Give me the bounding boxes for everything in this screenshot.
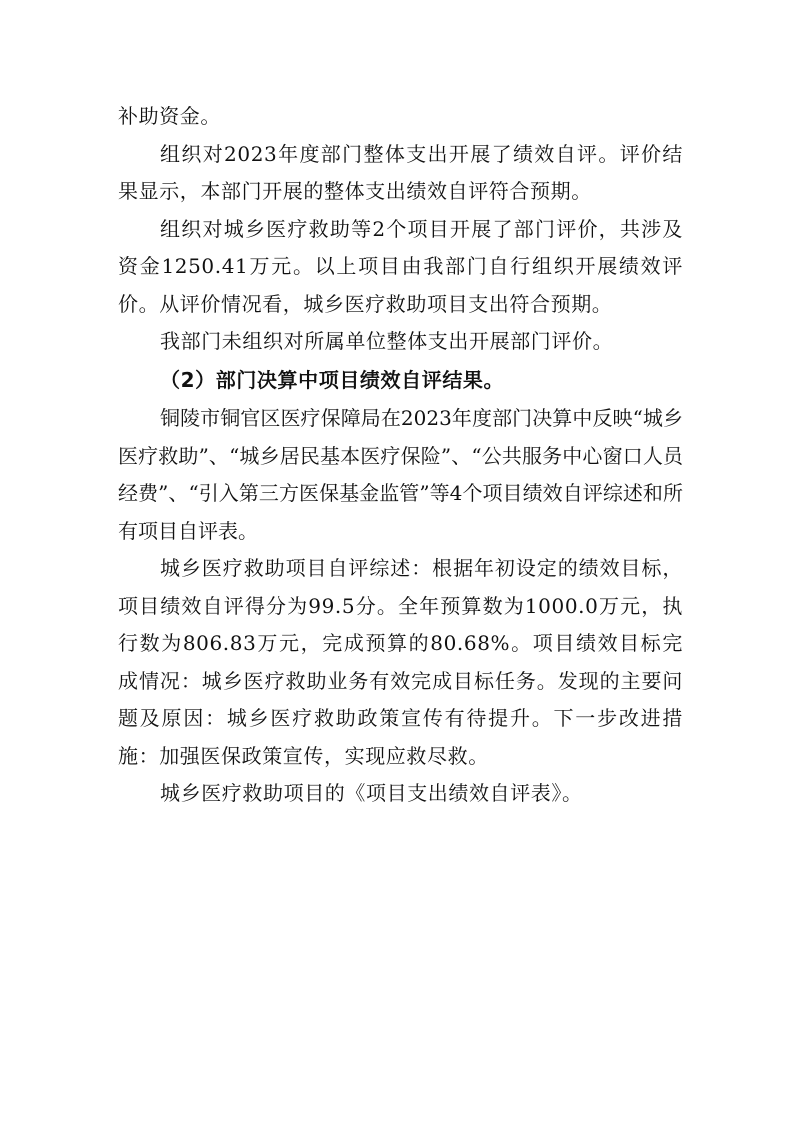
paragraph-medical-assistance-summary: 城乡医疗救助项目自评综述：根据年初设定的绩效目标，项目绩效自评得分为99.5分。全年预算数为1000.0万元，执行数为806.83万元，完成预算的80.68%。项目绩效目标完成情况：城乡医疗救助业务有效完成目标任务。发现的主要问题及原因：城乡医疗救助政策宣传有待提升。下一步改进措施：加强医保政策宣传，实现应救尽救。 — [118, 556, 683, 768]
paragraph-overall-self-evaluation: 组织对2023年度部门整体支出开展了绩效自评。评价结果显示，本部门开展的整体支出绩效自评符合预期。 — [118, 141, 683, 203]
paragraph-subordinate-units: 我部门未组织对所属单位整体支出开展部门评价。 — [160, 329, 614, 353]
document-body — [118, 98, 683, 813]
paragraph-self-evaluation-table-ref: 城乡医疗救助项目的《项目支出绩效自评表》。 — [160, 781, 583, 805]
paragraph-continuation: 补助资金。 — [118, 104, 221, 128]
paragraph-department-evaluation: 组织对城乡医疗救助等2个项目开展了部门评价，共涉及资金1250.41万元。以上项目由我部门自行组织开展绩效评价。从评价情况看，城乡医疗救助项目支出符合预期。 — [118, 216, 683, 316]
paragraph-project-list: 铜陵市铜官区医疗保障局在2023年度部门决算中反映“城乡医疗救助”、“城乡居民基本医疗保险”、“公共服务中心窗口人员经费”、“引入第三方医保基金监管”等4个项目绩效自评综述和所有项目自评表。 — [118, 406, 683, 543]
section-heading: （2）部门决算中项目绩效自评结果。 — [160, 367, 505, 392]
